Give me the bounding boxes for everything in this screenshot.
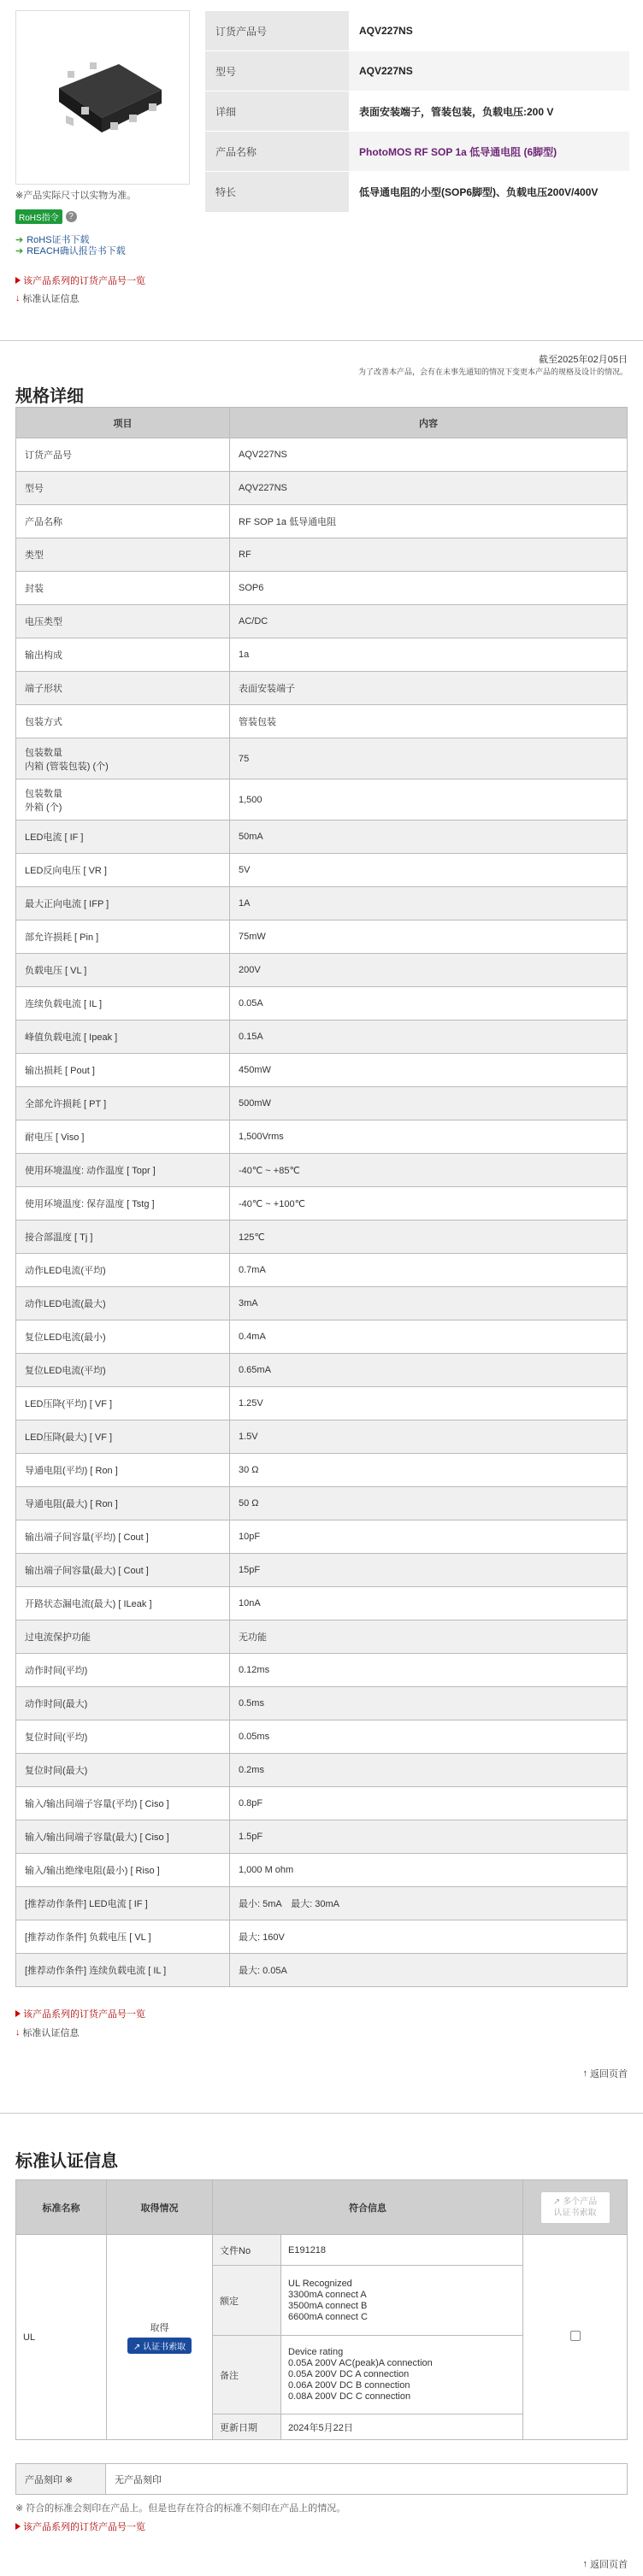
spec-value: 0.12ms [230, 1654, 628, 1687]
cert-info-link-2[interactable]: ↓ 标准认证信息 [15, 2027, 80, 2038]
spec-row [16, 1154, 628, 1187]
cert-table [15, 2179, 628, 2440]
spec-value: 0.05A [230, 987, 628, 1020]
spec-key: LED电流 [ IF ] [16, 820, 230, 854]
spec-value: 30 Ω [230, 1454, 628, 1487]
summary-value: 低导通电阻的小型(SOP6脚型)、负载电压200V/400V [349, 172, 629, 212]
spec-key: LED反向电压 [ VR ] [16, 854, 230, 887]
col-status: 取得情况 [107, 2180, 213, 2235]
spec-row [16, 1620, 628, 1654]
spec-value: 最大: 160V [230, 1920, 628, 1954]
spec-row [16, 438, 628, 472]
spec-value: 1a [230, 638, 628, 672]
spec-key: 封装 [16, 572, 230, 605]
spec-row [16, 1687, 628, 1720]
spec-value: 0.4mA [230, 1320, 628, 1354]
file-no-value: E191218 [281, 2235, 523, 2266]
spec-key: 型号 [16, 472, 230, 505]
spec-row [16, 1120, 628, 1154]
spec-key: 包装方式 [16, 705, 230, 738]
image-note: ※产品实际尺寸以实物为准。 [15, 191, 137, 201]
change-notice: 为了改善本产品，会有在未事先通知的情况下变更本产品的规格及设计的情况。 [357, 368, 628, 376]
summary-value: 表面安装端子，管装包装，负载电压:200 V [349, 91, 629, 132]
marking-label: 产品刻印 ※ [16, 2464, 106, 2495]
spec-key: 输出损耗 [ Pout ] [16, 1054, 230, 1087]
spec-key: 输入/输出绝缘电阻(最小) [ Riso ] [16, 1854, 230, 1887]
rohs-row [15, 209, 77, 224]
spec-row [16, 538, 628, 572]
spec-key: 开路状态漏电流(最大) [ ILeak ] [16, 1587, 230, 1620]
spec-row [16, 1054, 628, 1087]
col-standard: 标准名称 [16, 2180, 107, 2235]
spec-key: 动作时间(平均) [16, 1654, 230, 1687]
spec-key: 电压类型 [16, 605, 230, 638]
spec-row [16, 1654, 628, 1687]
spec-value: 1.25V [230, 1387, 628, 1420]
spec-value: 管装包装 [230, 705, 628, 738]
spec-row [16, 1254, 628, 1287]
spec-value: 500mW [230, 1087, 628, 1120]
summary-value[interactable]: PhotoMOS RF SOP 1a 低导通电阻 (6脚型) [349, 132, 629, 172]
spec-row [16, 572, 628, 605]
spec-key: 接合部温度 [ Tj ] [16, 1220, 230, 1254]
spec-row [16, 1354, 628, 1387]
spec-row [16, 1320, 628, 1354]
summary-value: AQV227NS [349, 51, 629, 91]
multi-cert-request-button[interactable]: ↗ 多个产品 认证书索取 [540, 2191, 611, 2224]
spec-value: 0.05ms [230, 1720, 628, 1754]
spec-value: 0.8pF [230, 1787, 628, 1820]
spec-row [16, 505, 628, 538]
spec-value: RF SOP 1a 低导通电阻 [230, 505, 628, 538]
spec-row [16, 1787, 628, 1820]
updated-label: 更新日期 [213, 2414, 281, 2440]
remark-value: Device rating 0.05A 200V AC(peak)A connection 0.05A 200V DC A connection 0.06A 200V DC B connection 0.08A 200V DC C connection [281, 2336, 523, 2414]
spec-row [16, 605, 628, 638]
col-info: 符合信息 [213, 2180, 523, 2235]
arrow-down-icon: ↓ [15, 2027, 21, 2038]
spec-value: 75mW [230, 920, 628, 954]
spec-value: 1A [230, 887, 628, 920]
spec-key: 输出端子间容量(平均) [ Cout ] [16, 1520, 230, 1554]
spec-key: [推荐动作条件] 连续负载电流 [ IL ] [16, 1954, 230, 1987]
spec-key: 最大正向电流 [ IFP ] [16, 887, 230, 920]
spec-row [16, 1387, 628, 1420]
product-summary [0, 0, 643, 350]
cert-info-link[interactable]: ↓ 标准认证信息 [15, 293, 80, 304]
summary-row [205, 132, 629, 172]
spec-row [16, 987, 628, 1020]
spec-value: 0.2ms [230, 1754, 628, 1787]
spec-value: 0.65mA [230, 1354, 628, 1387]
spec-row [16, 1420, 628, 1454]
spec-key: 产品名称 [16, 505, 230, 538]
spec-value: 1.5V [230, 1420, 628, 1454]
external-arrow-icon: ↗ [133, 2343, 141, 2352]
spec-value: 5V [230, 854, 628, 887]
rohs-download-link[interactable]: ➔ RoHS证书下载 [15, 234, 90, 245]
spec-value: 15pF [230, 1554, 628, 1587]
spec-row [16, 1554, 628, 1587]
spec-key: 过电流保护功能 [16, 1620, 230, 1654]
spec-key: 输出构成 [16, 638, 230, 672]
spec-key: 动作LED电流(最大) [16, 1287, 230, 1320]
col-item: 项目 [16, 408, 230, 438]
spec-value: 0.7mA [230, 1254, 628, 1287]
spec-value: 1.5pF [230, 1820, 628, 1854]
spec-row [16, 1954, 628, 1987]
external-arrow-icon: ↗ [552, 2197, 561, 2207]
spec-value: SOP6 [230, 572, 628, 605]
spec-row [16, 672, 628, 705]
cert-heading: 标准认证信息 [15, 2152, 118, 2171]
spec-key: [推荐动作条件] LED电流 [ IF ] [16, 1887, 230, 1920]
spec-row [16, 1287, 628, 1320]
summary-table [205, 10, 629, 212]
spec-key: 峰值负载电流 [ Ipeak ] [16, 1020, 230, 1054]
series-list-link-2[interactable]: 该产品系列的订货产品号一览 [15, 2007, 145, 2020]
summary-row [205, 11, 629, 51]
specs-table [15, 407, 628, 1987]
specs-heading: 规格详细 [15, 387, 84, 406]
select-checkbox[interactable] [570, 2331, 581, 2341]
spec-key: 订货产品号 [16, 438, 230, 472]
summary-row [205, 91, 629, 132]
triangle-right-icon [15, 2523, 21, 2530]
spec-key: LED压降(最大) [ VF ] [16, 1420, 230, 1454]
spec-row [16, 1887, 628, 1920]
spec-key: 输入/输出间端子容量(最大) [ Ciso ] [16, 1820, 230, 1854]
section-divider-2 [0, 2113, 643, 2114]
spec-row [16, 638, 628, 672]
spec-row [16, 1520, 628, 1554]
spec-value: 125℃ [230, 1220, 628, 1254]
spec-key: 动作时间(最大) [16, 1687, 230, 1720]
spec-row [16, 854, 628, 887]
spec-value: 表面安装端子 [230, 672, 628, 705]
spec-key: 导通电阻(最大) [ Ron ] [16, 1487, 230, 1520]
spec-key: 负载电压 [ VL ] [16, 954, 230, 987]
sop6-package-icon [16, 11, 191, 185]
spec-value: 450mW [230, 1054, 628, 1087]
spec-row [16, 1754, 628, 1787]
rating-label: 额定 [213, 2266, 281, 2336]
summary-row [205, 51, 629, 91]
spec-row [16, 705, 628, 738]
section-divider [0, 340, 643, 341]
triangle-right-icon [15, 277, 21, 284]
spec-row [16, 472, 628, 505]
spec-value: 50mA [230, 820, 628, 854]
marking-value: 无产品刻印 [106, 2464, 628, 2495]
spec-row [16, 820, 628, 854]
series-list-link-3[interactable]: 该产品系列的订货产品号一览 [15, 2520, 145, 2533]
standard-name: UL [16, 2235, 107, 2440]
triangle-right-icon [15, 2010, 21, 2017]
spec-value: AQV227NS [230, 438, 628, 472]
spec-key: 复位LED电流(平均) [16, 1354, 230, 1387]
as-of-date: 截至2025年02月05日 [539, 355, 628, 365]
spec-row [16, 1720, 628, 1754]
spec-value: 0.15A [230, 1020, 628, 1054]
back-to-top-link-2[interactable]: ↑ 返回页首 [582, 2559, 628, 2570]
spec-row [16, 1854, 628, 1887]
spec-key: 类型 [16, 538, 230, 572]
spec-row [16, 1087, 628, 1120]
spec-row [16, 738, 628, 779]
spec-key: 全部允许损耗 [ PT ] [16, 1087, 230, 1120]
rating-value: UL Recognized 3300mA connect A 3500mA connect B 6600mA connect C [281, 2266, 523, 2336]
spec-value: -40℃ ~ +100℃ [230, 1187, 628, 1220]
spec-row [16, 1920, 628, 1954]
spec-key: 包装数量 外箱 (个) [16, 779, 230, 820]
spec-value: AQV227NS [230, 472, 628, 505]
rohs-badge: RoHS指令 [15, 209, 62, 224]
summary-key: 产品名称 [205, 132, 349, 172]
spec-key: 输入/输出间端子容量(平均) [ Ciso ] [16, 1787, 230, 1820]
spec-value: 10pF [230, 1520, 628, 1554]
spec-row [16, 1454, 628, 1487]
spec-value: 1,500Vrms [230, 1120, 628, 1154]
spec-key: LED压降(平均) [ VF ] [16, 1387, 230, 1420]
marking-note: ※ 符合的标准会刻印在产品上。但是也存在符合的标准不刻印在产品上的情况。 [15, 2503, 346, 2514]
arrow-up-icon: ↑ [582, 2559, 587, 2569]
spec-row [16, 1820, 628, 1854]
spec-key: 使用环境温度: 保存温度 [ Tstg ] [16, 1187, 230, 1220]
spec-row [16, 1187, 628, 1220]
arrow-right-icon: ➔ [15, 245, 24, 256]
spec-row [16, 779, 628, 820]
remark-label: 备注 [213, 2336, 281, 2414]
spec-value: 3mA [230, 1287, 628, 1320]
status-text: 取得 [150, 2323, 169, 2333]
spec-value: RF [230, 538, 628, 572]
summary-value: AQV227NS [349, 11, 629, 51]
spec-value: 10nA [230, 1587, 628, 1620]
spec-value: 无功能 [230, 1620, 628, 1654]
spec-row [16, 1220, 628, 1254]
spec-key: 部允许损耗 [ Pin ] [16, 920, 230, 954]
spec-value: -40℃ ~ +85℃ [230, 1154, 628, 1187]
summary-key: 型号 [205, 51, 349, 91]
spec-key: [推荐动作条件] 负载电压 [ VL ] [16, 1920, 230, 1954]
spec-value: 最大: 0.05A [230, 1954, 628, 1987]
series-list-link[interactable]: 该产品系列的订货产品号一览 [15, 273, 145, 287]
spec-row [16, 920, 628, 954]
spec-key: 复位LED电流(最小) [16, 1320, 230, 1354]
help-icon[interactable]: ? [66, 211, 77, 222]
arrow-down-icon: ↓ [15, 293, 21, 303]
spec-key: 复位时间(最大) [16, 1754, 230, 1787]
spec-row [16, 887, 628, 920]
spec-key: 端子形状 [16, 672, 230, 705]
spec-value: 0.5ms [230, 1687, 628, 1720]
spec-row [16, 954, 628, 987]
col-content: 内容 [230, 408, 628, 438]
arrow-up-icon: ↑ [582, 2068, 587, 2079]
spec-value: 1,000 M ohm [230, 1854, 628, 1887]
spec-key: 动作LED电流(平均) [16, 1254, 230, 1287]
spec-value: AC/DC [230, 605, 628, 638]
product-image [15, 10, 190, 185]
spec-row [16, 1487, 628, 1520]
spec-key: 连续负载电流 [ IL ] [16, 987, 230, 1020]
summary-key: 特长 [205, 172, 349, 212]
spec-value: 200V [230, 954, 628, 987]
cert-request-button[interactable]: ↗ 认证书索取 [127, 2338, 192, 2354]
summary-key: 订货产品号 [205, 11, 349, 51]
spec-row [16, 1587, 628, 1620]
spec-key: 使用环境温度: 动作温度 [ Topr ] [16, 1154, 230, 1187]
spec-key: 导通电阻(平均) [ Ron ] [16, 1454, 230, 1487]
summary-key: 详细 [205, 91, 349, 132]
file-no-label: 文件No [213, 2235, 281, 2266]
spec-key: 输出端子间容量(最大) [ Cout ] [16, 1554, 230, 1587]
spec-key: 耐电压 [ Viso ] [16, 1120, 230, 1154]
spec-value: 50 Ω [230, 1487, 628, 1520]
spec-value: 1,500 [230, 779, 628, 820]
spec-value: 75 [230, 738, 628, 779]
spec-key: 包装数量 内箱 (管装包装) (个) [16, 738, 230, 779]
back-to-top-link[interactable]: ↑ 返回页首 [582, 2068, 628, 2079]
spec-value: 最小: 5mA 最大: 30mA [230, 1887, 628, 1920]
spec-key: 复位时间(平均) [16, 1720, 230, 1754]
marking-table [15, 2463, 628, 2495]
summary-row [205, 172, 629, 212]
reach-download-link[interactable]: ➔ REACH确认报告书下载 [15, 245, 126, 256]
arrow-right-icon: ➔ [15, 234, 24, 245]
spec-row [16, 1020, 628, 1054]
updated-value: 2024年5月22日 [281, 2414, 523, 2440]
